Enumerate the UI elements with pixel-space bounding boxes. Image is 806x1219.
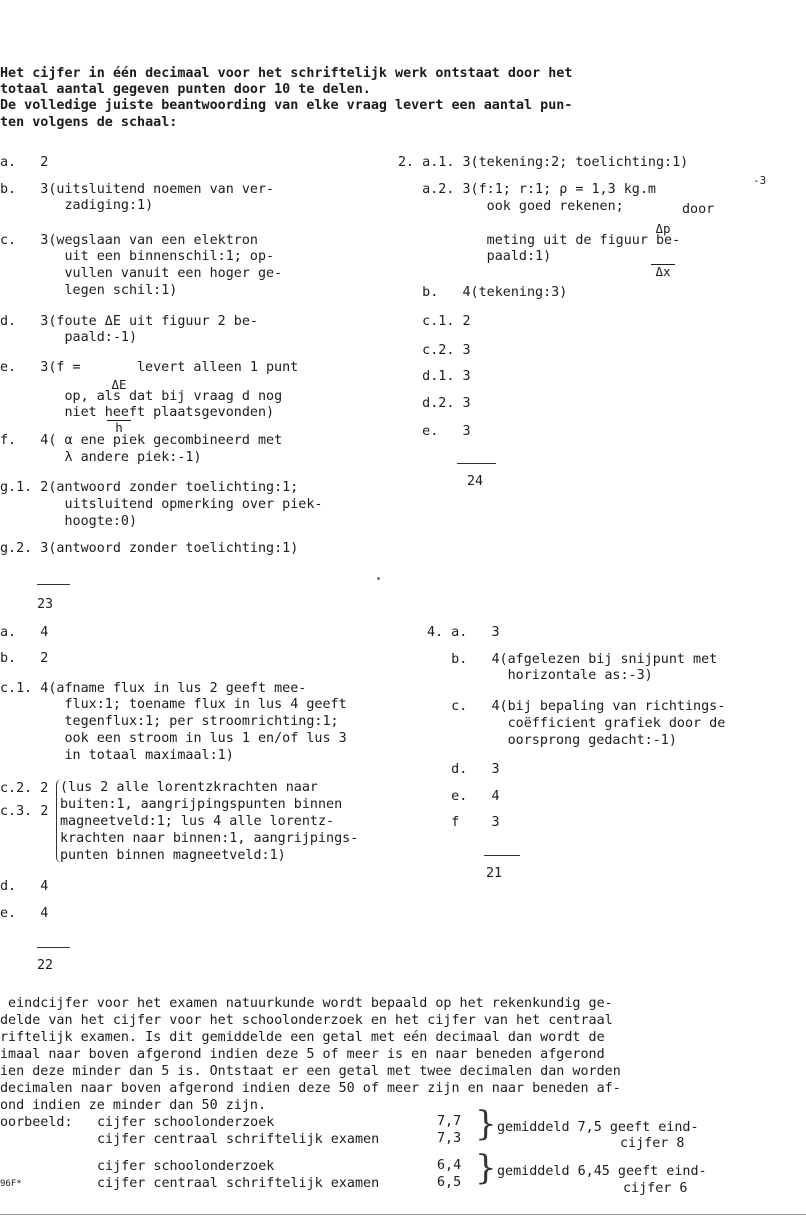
q4-d: d. 3 bbox=[427, 762, 500, 777]
page-code: 96F* bbox=[0, 1179, 22, 1189]
q1-g1-line3: hoogte:0) bbox=[0, 514, 138, 529]
q1-e-denominator: h bbox=[107, 420, 131, 435]
q1-c-line1: c. 3(wegslaan van een elektron bbox=[0, 233, 258, 248]
q2-a2-exponent: -3 bbox=[753, 174, 767, 187]
q1-total-rule bbox=[37, 584, 70, 585]
q1-e-line2: op, als dat bij vraag d nog bbox=[0, 389, 283, 404]
example1-result-line1: gemiddeld 7,5 geeft eind- bbox=[497, 1120, 699, 1135]
q1-total: 23 bbox=[37, 597, 54, 612]
q4-e: e. 4 bbox=[427, 789, 500, 804]
q3-c1-line1: c.1. 4(afname flux in lus 2 geeft mee- bbox=[0, 681, 307, 696]
q4-a: 4. a. 3 bbox=[427, 625, 500, 640]
q2-e: e. 3 bbox=[398, 424, 471, 439]
final-line-4: imaal naar boven afgerond indien deze 5 of meer is en naar beneden afgerond bbox=[0, 1047, 605, 1062]
intro-line-1: Het cijfer in één decimaal voor het schriftelijk werk ontstaat door het bbox=[0, 66, 573, 81]
q4-total: 21 bbox=[486, 866, 503, 881]
q3-c-text3: magneetveld:1; lus 4 alle lorentz- bbox=[60, 814, 335, 829]
example1-school-label: cijfer schoolonderzoek bbox=[97, 1115, 275, 1130]
q3-b: b. 2 bbox=[0, 651, 49, 666]
example1-brace: } bbox=[475, 1104, 497, 1144]
example1-central-value: 7,3 bbox=[437, 1131, 462, 1146]
q3-c-text1: (lus 2 alle lorentzkrachten naar bbox=[60, 780, 318, 795]
q4-c-line2: coëfficient grafiek door de bbox=[427, 716, 726, 731]
q2-b: b. 4(tekening:3) bbox=[398, 285, 568, 300]
final-line-2: delde van het cijfer voor het schoolonderzoek en het cijfer van het centraal bbox=[0, 1013, 613, 1028]
q4-b-line1: b. 4(afgelezen bij snijpunt met bbox=[427, 652, 718, 667]
q4-total-rule bbox=[484, 855, 520, 856]
final-line-1: eindcijfer voor het examen natuurkunde wordt bepaald op het rekenkundig ge- bbox=[0, 996, 613, 1011]
example1-school-value: 7,7 bbox=[437, 1114, 462, 1129]
q1-e-line3: niet heeft plaatsgevonden) bbox=[0, 405, 275, 420]
q4-c-line1: c. 4(bij bepaling van richtings- bbox=[427, 699, 726, 714]
example-label: oorbeeld: bbox=[0, 1115, 73, 1130]
example2-result-line2: cijfer 6 bbox=[623, 1181, 688, 1196]
example2-brace: } bbox=[475, 1148, 497, 1188]
q3-total: 22 bbox=[37, 958, 54, 973]
q3-c1-line2: flux:1; toename flux in lus 4 geeft bbox=[0, 697, 347, 712]
q1-f-line1: f. 4( α ene piek gecombineerd met bbox=[0, 433, 283, 448]
q3-c-text5: punten binnen magneetveld:1) bbox=[60, 848, 286, 863]
q1-e-line1-start: e. 3(f = bbox=[0, 360, 81, 375]
final-line-3: riftelijk examen. Is dit gemiddelde een getal met eén decimaal dan wordt de bbox=[0, 1030, 605, 1045]
q2-a2-numerator: Δp bbox=[655, 221, 671, 236]
final-line-5: ien deze minder dan 5 is. Ontstaat er een getal met twee decimalen dan worden bbox=[0, 1064, 621, 1079]
example1-central-label: cijfer centraal schriftelijk examen bbox=[97, 1132, 380, 1147]
example2-school-label: cijfer schoolonderzoek bbox=[97, 1159, 275, 1174]
q3-a: a. 4 bbox=[0, 625, 49, 640]
q3-c2-label: c.2. 2 bbox=[0, 781, 49, 796]
intro-line-2: totaal aantal gegeven punten door 10 te delen. bbox=[0, 82, 371, 97]
speck-mark bbox=[377, 577, 380, 580]
q2-d1: d.1. 3 bbox=[398, 369, 471, 384]
q4-f: f 3 bbox=[427, 815, 500, 830]
q1-g1-line2: uitsluitend opmerking over piek- bbox=[0, 497, 323, 512]
q1-d-line1: d. 3(foute ΔE uit figuur 2 be- bbox=[0, 314, 258, 329]
q2-a2-line4: paald:1) bbox=[398, 249, 552, 264]
q2-a2-line2: ook goed rekenen; bbox=[398, 199, 624, 214]
q2-total: 24 bbox=[467, 474, 484, 489]
q1-f-line2: λ andere piek:-1) bbox=[0, 450, 202, 465]
final-line-7: ond indien ze minder dan 50 zijn. bbox=[0, 1098, 267, 1113]
example2-central-label: cijfer centraal schriftelijk examen bbox=[97, 1176, 380, 1191]
q1-c-line4: legen schil:1) bbox=[0, 283, 178, 298]
page-bottom-edge bbox=[0, 1214, 806, 1215]
q1-g2: g.2. 3(antwoord zonder toelichting:1) bbox=[0, 541, 299, 556]
q1-c-line3: vullen vanuit een hoger ge- bbox=[0, 266, 283, 281]
q3-c1-line4: ook een stroom in lus 1 en/of lus 3 bbox=[0, 731, 347, 746]
q3-c3-label: c.3. 2 bbox=[0, 804, 49, 819]
q1-a: a. 2 bbox=[0, 155, 49, 170]
q1-c-line2: uit een binnenschil:1; op- bbox=[0, 249, 275, 264]
intro-line-4: ten volgens de schaal: bbox=[0, 115, 178, 130]
q3-c-text2: buiten:1, aangrijpingspunten binnen bbox=[60, 797, 343, 812]
q4-c-line3: oorsprong gedacht:-1) bbox=[427, 733, 677, 748]
q2-a1: 2. a.1. 3(tekening:2; toelichting:1) bbox=[398, 155, 689, 170]
example2-central-value: 6,5 bbox=[437, 1175, 462, 1190]
q1-e-line1-end: levert alleen 1 punt bbox=[137, 360, 299, 375]
q2-c1: c.1. 2 bbox=[398, 314, 471, 329]
q2-c2: c.2. 3 bbox=[398, 343, 471, 358]
example2-school-value: 6,4 bbox=[437, 1158, 462, 1173]
q3-d: d. 4 bbox=[0, 879, 49, 894]
q3-c1-line5: in totaal maximaal:1) bbox=[0, 748, 234, 763]
q1-b-line1: b. 3(uitsluitend noemen van ver- bbox=[0, 182, 275, 197]
final-line-6: decimalen naar boven afgerond indien deze 50 of meer zijn en naar beneden af- bbox=[0, 1081, 621, 1096]
intro-line-3: De volledige juiste beantwoording van elke vraag levert een aantal pun- bbox=[0, 98, 573, 113]
q2-a2-denominator: Δx bbox=[651, 264, 675, 279]
q1-d-line2: paald:-1) bbox=[0, 330, 138, 345]
q1-e-numerator: ΔE bbox=[111, 377, 127, 392]
q1-g1-line1: g.1. 2(antwoord zonder toelichting:1; bbox=[0, 480, 299, 495]
q2-total-rule bbox=[457, 463, 496, 464]
q2-a2-line2-end: door bbox=[682, 202, 715, 217]
q2-a2-fraction bbox=[651, 194, 675, 307]
q3-total-rule bbox=[37, 947, 70, 948]
q2-d2: d.2. 3 bbox=[398, 396, 471, 411]
q2-a2-line1: a.2. 3(f:1; r:1; ρ = 1,3 kg.m bbox=[398, 182, 656, 197]
q3-c-text4: krachten naar binnen:1, aangrijpings- bbox=[60, 831, 359, 846]
q1-b-line2: zadiging:1) bbox=[0, 198, 154, 213]
example1-result-line2: cijfer 8 bbox=[620, 1136, 685, 1151]
q3-c1-line3: tegenflux:1; per stroomrichting:1; bbox=[0, 714, 339, 729]
q3-e: e. 4 bbox=[0, 906, 49, 921]
example2-result-line1: gemiddeld 6,45 geeft eind- bbox=[497, 1164, 707, 1179]
q4-b-line2: horizontale as:-3) bbox=[427, 668, 653, 683]
q2-a2-line3: meting uit de figuur be- bbox=[398, 233, 681, 248]
